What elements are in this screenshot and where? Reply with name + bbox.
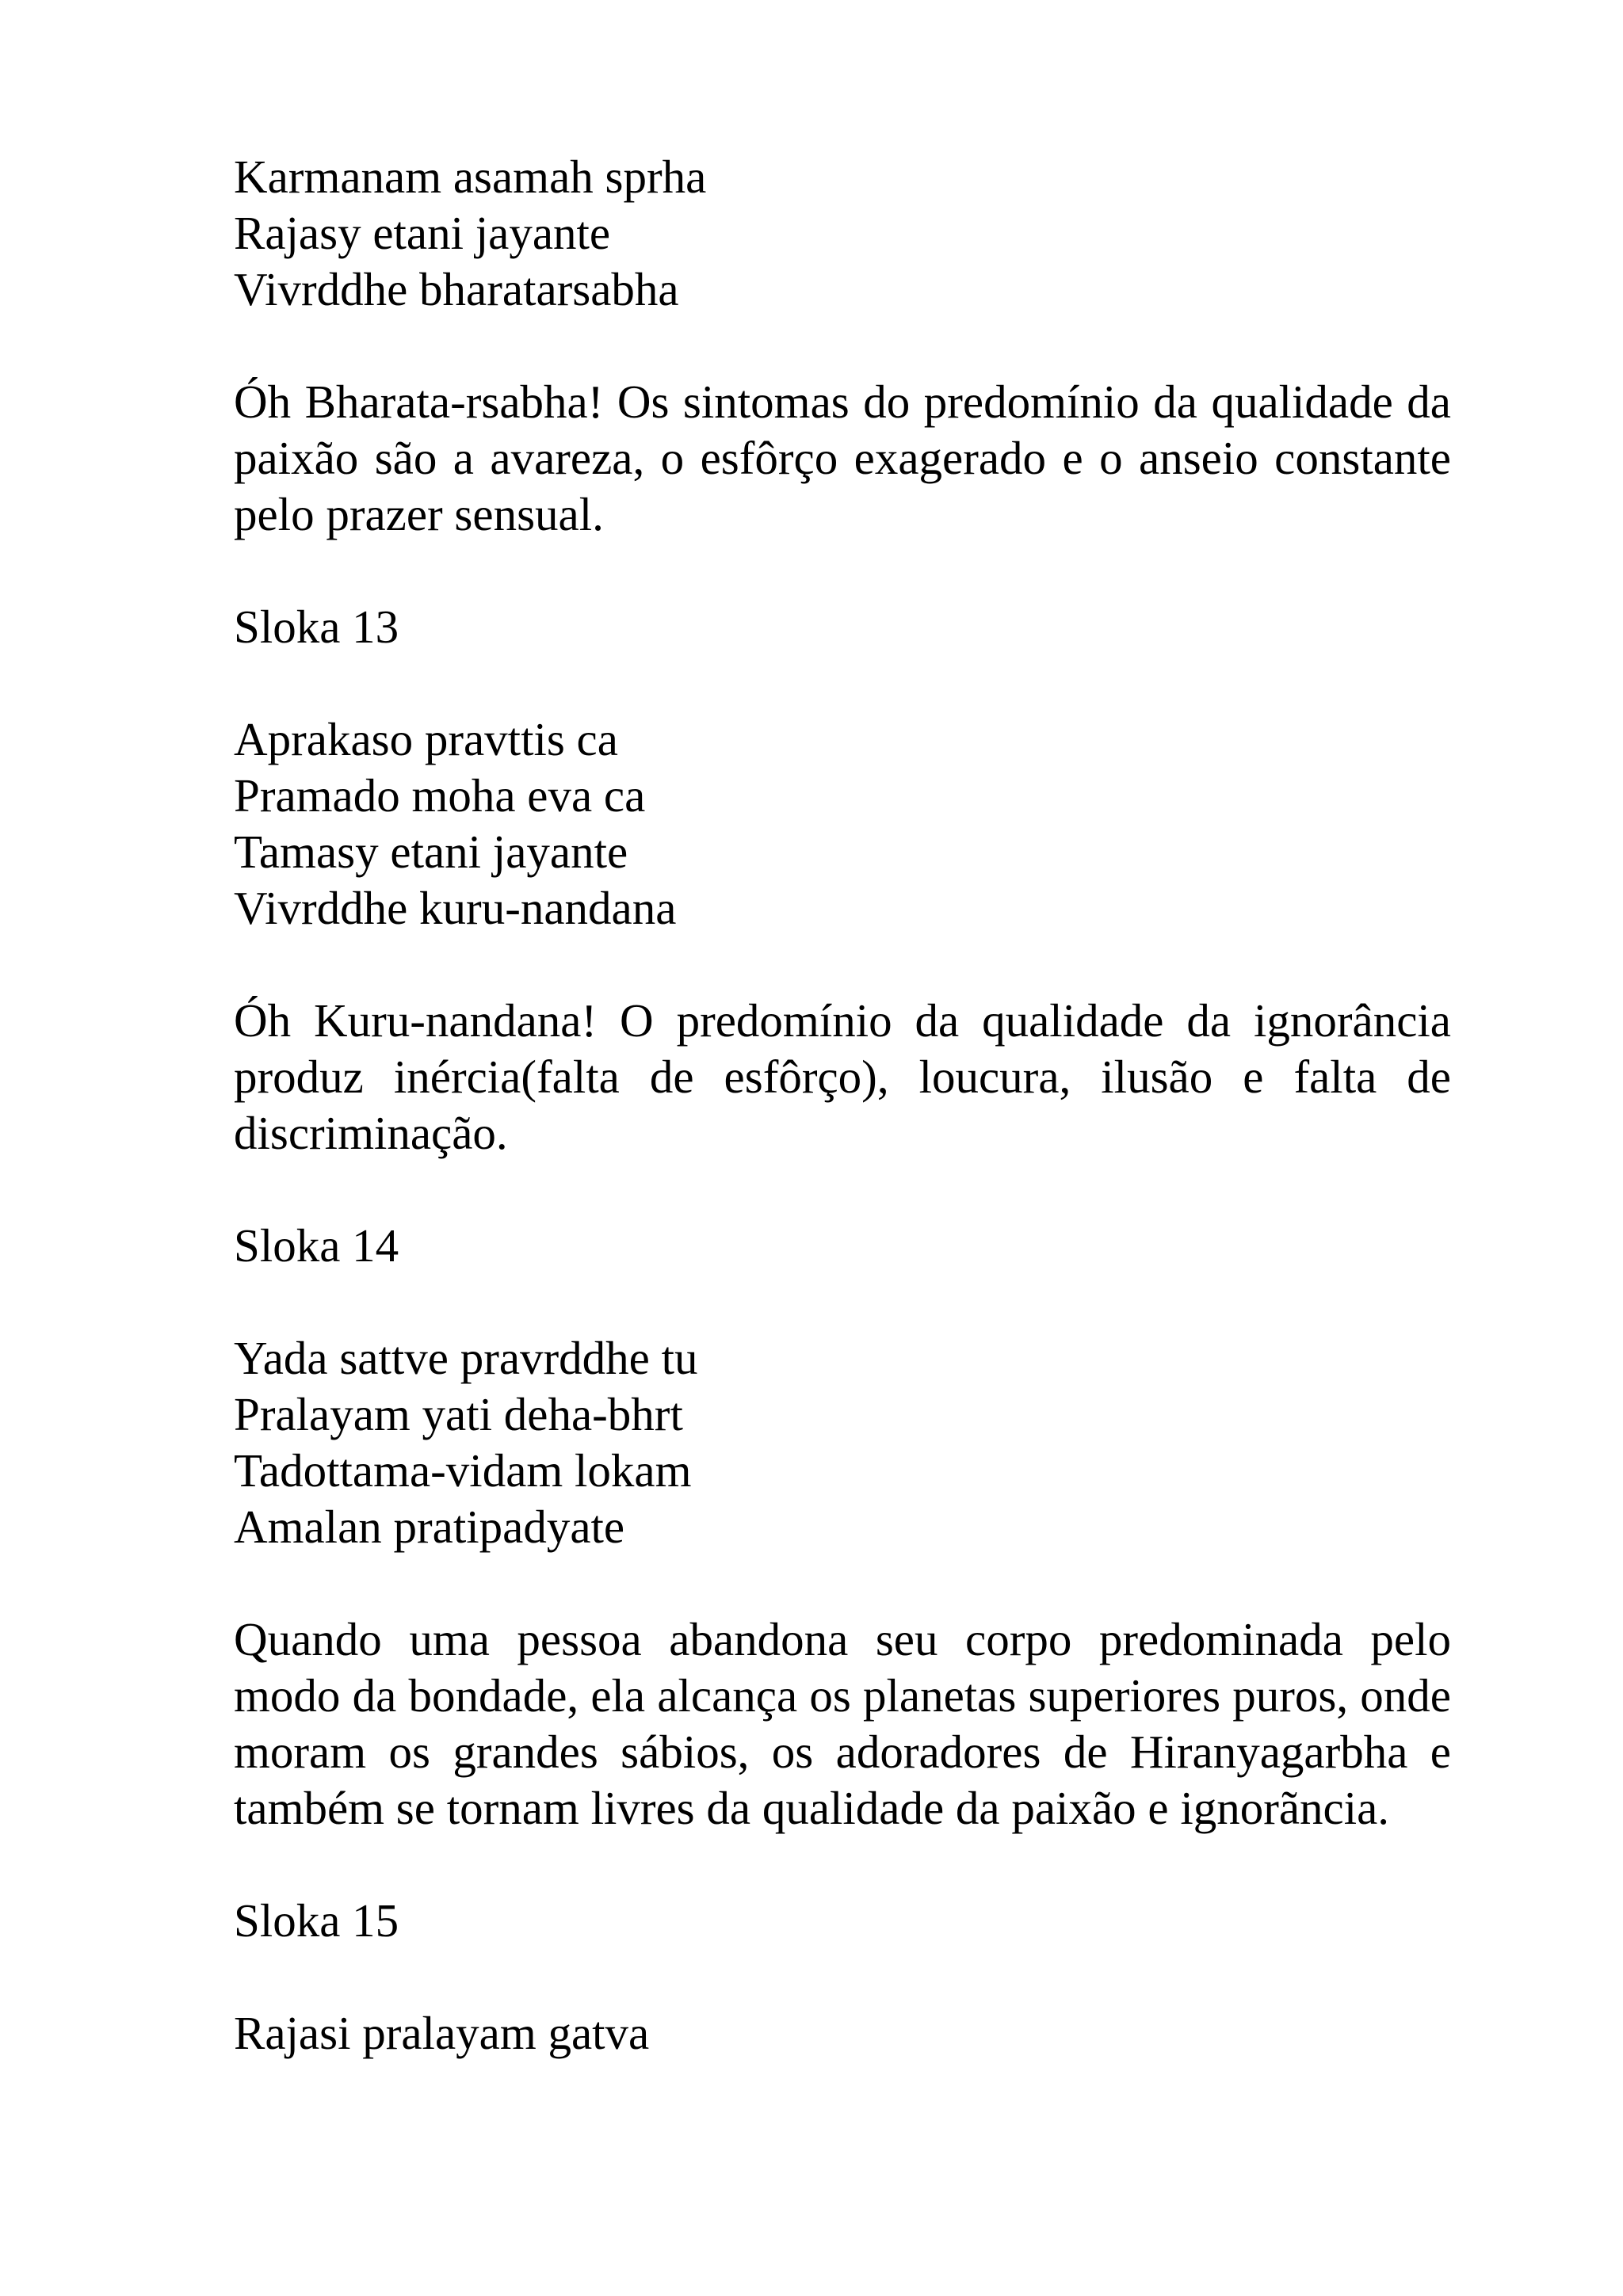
translation-paragraph: Óh Bharata-rsabha! Os sintomas do predomínio da qualidade da paixão são a avareza, o esfôrço exagerado e o anseio constante pelo prazer sensual. [234, 376, 1451, 540]
sloka-heading: Sloka 13 [234, 601, 399, 653]
verse-line: Pralayam yati deha-bhrt [234, 1388, 683, 1440]
verse-line: Karmanam asamah sprha [234, 151, 707, 203]
verse-line: Vivrddhe kuru-nandana [234, 882, 677, 934]
verse-line: Aprakaso pravttis ca [234, 713, 618, 765]
translation-paragraph: Óh Kuru-nandana! O predomínio da qualidade da ignorância produz inércia(falta de esfôrço), loucura, ilusão e falta de discriminação. [234, 994, 1451, 1159]
verse-block [234, 1330, 1451, 1555]
sloka-heading: Sloka 15 [234, 1894, 399, 1947]
verse-line: Amalan pratipadyate [234, 1501, 625, 1553]
verse-line: Pramado moha eva ca [234, 769, 646, 822]
verse-block [234, 711, 1451, 936]
page-content [234, 149, 1451, 2061]
translation-paragraph: Quando uma pessoa abandona seu corpo predominada pelo modo da bondade, ela alcança os planetas superiores puros, onde moram os grandes sábios, os adoradores de Hiranyagarbha e também se tornam livres da qualidade da paixão e ignorãncia. [234, 1613, 1451, 1834]
verse-line: Yada sattve pravrddhe tu [234, 1332, 698, 1384]
verse-line: Tamasy etani jayante [234, 826, 628, 878]
spacer [234, 1836, 1451, 1893]
sloka-heading: Sloka 14 [234, 1219, 399, 1272]
spacer [234, 1949, 1451, 2005]
verse-block [234, 2005, 1451, 2061]
verse-block [234, 149, 1451, 318]
spacer [234, 936, 1451, 993]
spacer [234, 318, 1451, 374]
verse-line: Rajasi pralayam gatva [234, 2007, 650, 2059]
spacer [234, 655, 1451, 711]
spacer [234, 543, 1451, 599]
verse-line: Tadottama-vidam lokam [234, 1444, 692, 1497]
verse-line: Vivrddhe bharatarsabha [234, 263, 679, 315]
verse-line: Rajasy etani jayante [234, 207, 611, 259]
spacer [234, 1555, 1451, 1611]
spacer [234, 1274, 1451, 1330]
spacer [234, 1161, 1451, 1218]
